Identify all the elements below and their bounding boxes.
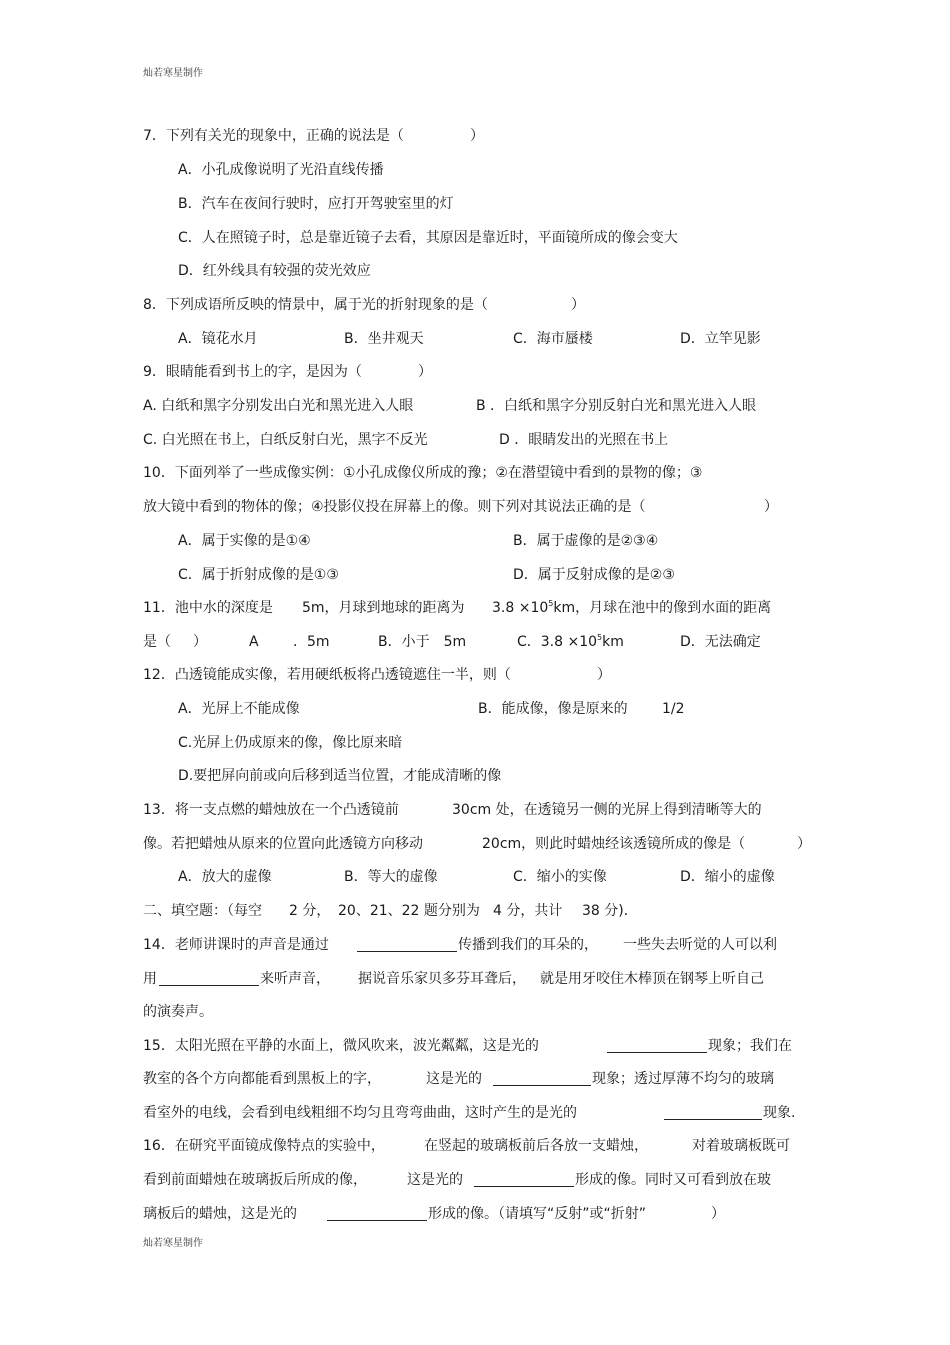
page-header: 灿若寒星制作 [143,68,203,79]
q14-blank-2[interactable] [159,971,259,986]
q11-distance-rest: km，月球在池中的像到水面的距离 [553,600,772,616]
q7-stem: 7．下列有关光的现象中，正确的说法是（ [143,128,404,144]
q11-option-c-value: C．3.8 ×10 [517,634,598,650]
section-2-heading-part-1: 二、填空题：（每空 [143,903,262,919]
q11-option-c-exponent: 5 [597,633,603,642]
q15-blank-1[interactable] [607,1038,707,1053]
q10-line-1: 10．下面列举了一些成像实例：①小孔成像仪所成的豫；②在潜望镜中看到的景物的像；③ [143,465,703,481]
q11-part-1: 11．池中水的深度是 [143,600,273,616]
q8-option-d: D．立竿见影 [680,331,761,347]
q8-option-c: C．海市蜃楼 [513,331,593,347]
q11-option-c-unit: km [602,634,624,650]
q12-close-paren: ） [597,667,611,683]
q8-option-b: B．坐井观天 [344,331,424,347]
q8-stem: 8．下列成语所反映的情景中，属于光的折射现象的是（ [143,297,488,313]
q15-part-1: 15．太阳光照在平静的水面上，微风吹来，波光粼粼，这是光的 [143,1038,539,1054]
q13-option-c: C．缩小的实像 [513,869,607,885]
q7-close-paren: ） [470,128,484,144]
q16-part-4: 看到前面蜡烛在玻璃扳后所成的像， [143,1172,367,1188]
q12-option-b: B．能成像，像是原来的 [478,701,628,717]
page-footer: 灿若寒星制作 [143,1238,203,1249]
q14-part-1: 14．老师讲课时的声音是通过 [143,937,329,953]
q12-option-a: A．光屏上不能成像 [178,701,300,717]
q12-stem: 12．凸透镜能成实像，若用硬纸板将凸透镜遮住一半，则（ [143,667,511,683]
q16-blank-2[interactable] [327,1206,427,1221]
q7-option-a: A．小孔成像说明了光沿直线传播 [178,162,384,178]
q11-distance-value: 3.8 ×10 [492,600,549,616]
q16-part-2: 在竖起的玻璃板前后各放一支蜡烛， [424,1138,648,1154]
q13-part-2: 30cm 处，在透镜另一侧的光屏上得到清晰等大的 [452,802,762,818]
q9-close-paren: ） [418,364,432,380]
q11-option-a-text: ．5m [293,634,330,650]
q14-part-8: 的演奏声。 [143,1004,213,1020]
q10-close-paren: ） [764,499,778,515]
q9-stem: 9．眼睛能看到书上的字，是因为（ [143,364,362,380]
q8-close-paren: ） [571,297,585,313]
q16-part-6: 形成的像。同时又可看到放在玻 [575,1172,771,1188]
q11-part-3 [492,598,771,618]
section-2-heading-part-4: 4 分，共计 [493,903,563,919]
q12-option-b-fraction: 1/2 [662,701,685,717]
q9-option-d: D ．眼睛发出的光照在书上 [499,432,669,448]
q13-option-b: B．等大的虚像 [344,869,438,885]
q16-part-7: 璃板后的蜡烛，这是光的 [143,1206,297,1222]
q15-part-3: 教室的各个方向都能看到黑板上的字， [143,1071,381,1087]
q13-part-1: 13．将一支点燃的蜡烛放在一个凸透镜前 [143,802,399,818]
q7-option-d: D．红外线具有较强的荧光效应 [178,263,371,279]
q14-part-7: 就是用牙咬住木棒顶在钢琴上听自己 [540,971,764,987]
q11-option-d: D．无法确定 [680,634,761,650]
q11-option-b: B．小于 5m [378,634,467,650]
q15-part-5: 现象；透过厚薄不均匀的玻璃 [592,1071,774,1087]
q7-option-b: B．汽车在夜间行驶时，应打开驾驶室里的灯 [178,196,454,212]
q14-part-3: 一些失去听觉的人可以利 [623,937,777,953]
q15-part-6: 看室外的电线，会看到电线粗细不均匀且弯弯曲曲，这时产生的是光的 [143,1105,577,1121]
q12-option-c: C.光屏上仍成原来的像，像比原来暗 [178,735,403,751]
q16-part-5: 这是光的 [407,1172,463,1188]
q8-option-a: A．镜花水月 [178,331,258,347]
q11-close-paren: ） [193,634,207,650]
q9-option-c: C. 白光照在书上，白纸反射白光，黑字不反光 [143,432,428,448]
q16-part-1: 16．在研究平面镜成像特点的实验中， [143,1138,385,1154]
q12-option-d: D.要把屏向前或向后移到适当位置，才能成清晰的像 [178,768,502,784]
q9-option-b: B ．白纸和黑字分别反射白光和黑光进入人眼 [476,398,757,414]
section-2-heading-part-5: 38 分)． [582,903,638,919]
q14-part-4: 用 [143,971,157,987]
q7-option-c: C．人在照镜子时，总是靠近镜子去看，其原因是靠近时，平面镜所成的像会变大 [178,230,678,246]
q11-part-4: 是（ [143,634,171,650]
q15-part-2: 现象；我们在 [708,1038,792,1054]
q14-blank-1[interactable] [357,937,457,952]
q11-option-a-letter: A [249,634,259,650]
q11-part-2: 5m，月球到地球的距离为 [302,600,465,616]
q13-option-a: A．放大的虚像 [178,869,272,885]
q11-exponent: 5 [548,599,554,608]
q11-option-c [517,632,624,652]
q15-blank-2[interactable] [493,1071,591,1086]
q14-part-5: 来听声音， [260,971,330,987]
q15-part-7: 现象. [763,1105,796,1121]
q13-part-3: 像。若把蜡烛从原来的位置向此透镜方向移动 [143,836,423,852]
q9-option-a: A. 白纸和黑字分别发出白光和黑光进入人眼 [143,398,414,414]
q15-part-4: 这是光的 [426,1071,482,1087]
q13-option-d: D．缩小的虚像 [680,869,775,885]
q16-part-8: 形成的像。（请填写“反射”或“折射” [428,1206,647,1222]
q13-close-paren: ） [797,836,811,852]
section-2-heading-part-3: 20、21、22 题分别为 [338,903,480,919]
q16-part-3: 对着玻璃板既可 [692,1138,790,1154]
section-2-heading-part-2: 2 分， [289,903,331,919]
q10-option-b: B．属于虚像的是②③④ [513,533,659,549]
q15-blank-3[interactable] [664,1105,762,1120]
q14-part-2: 传播到我们的耳朵的， [458,937,598,953]
q16-part-9: ） [711,1206,725,1222]
q13-part-4: 20cm，则此时蜡烛经该透镜所成的像是（ [482,836,746,852]
q14-part-6: 据说音乐家贝多芬耳聋后， [358,971,526,987]
q16-blank-1[interactable] [474,1172,574,1187]
q10-line-2: 放大镜中看到的物体的像；④投影仪投在屏幕上的像。则下列对其说法正确的是（ [143,499,646,515]
q10-option-a: A．属于实像的是①④ [178,533,311,549]
q10-option-c: C．属于折射成像的是①③ [178,567,339,583]
q10-option-d: D．属于反射成像的是②③ [513,567,675,583]
